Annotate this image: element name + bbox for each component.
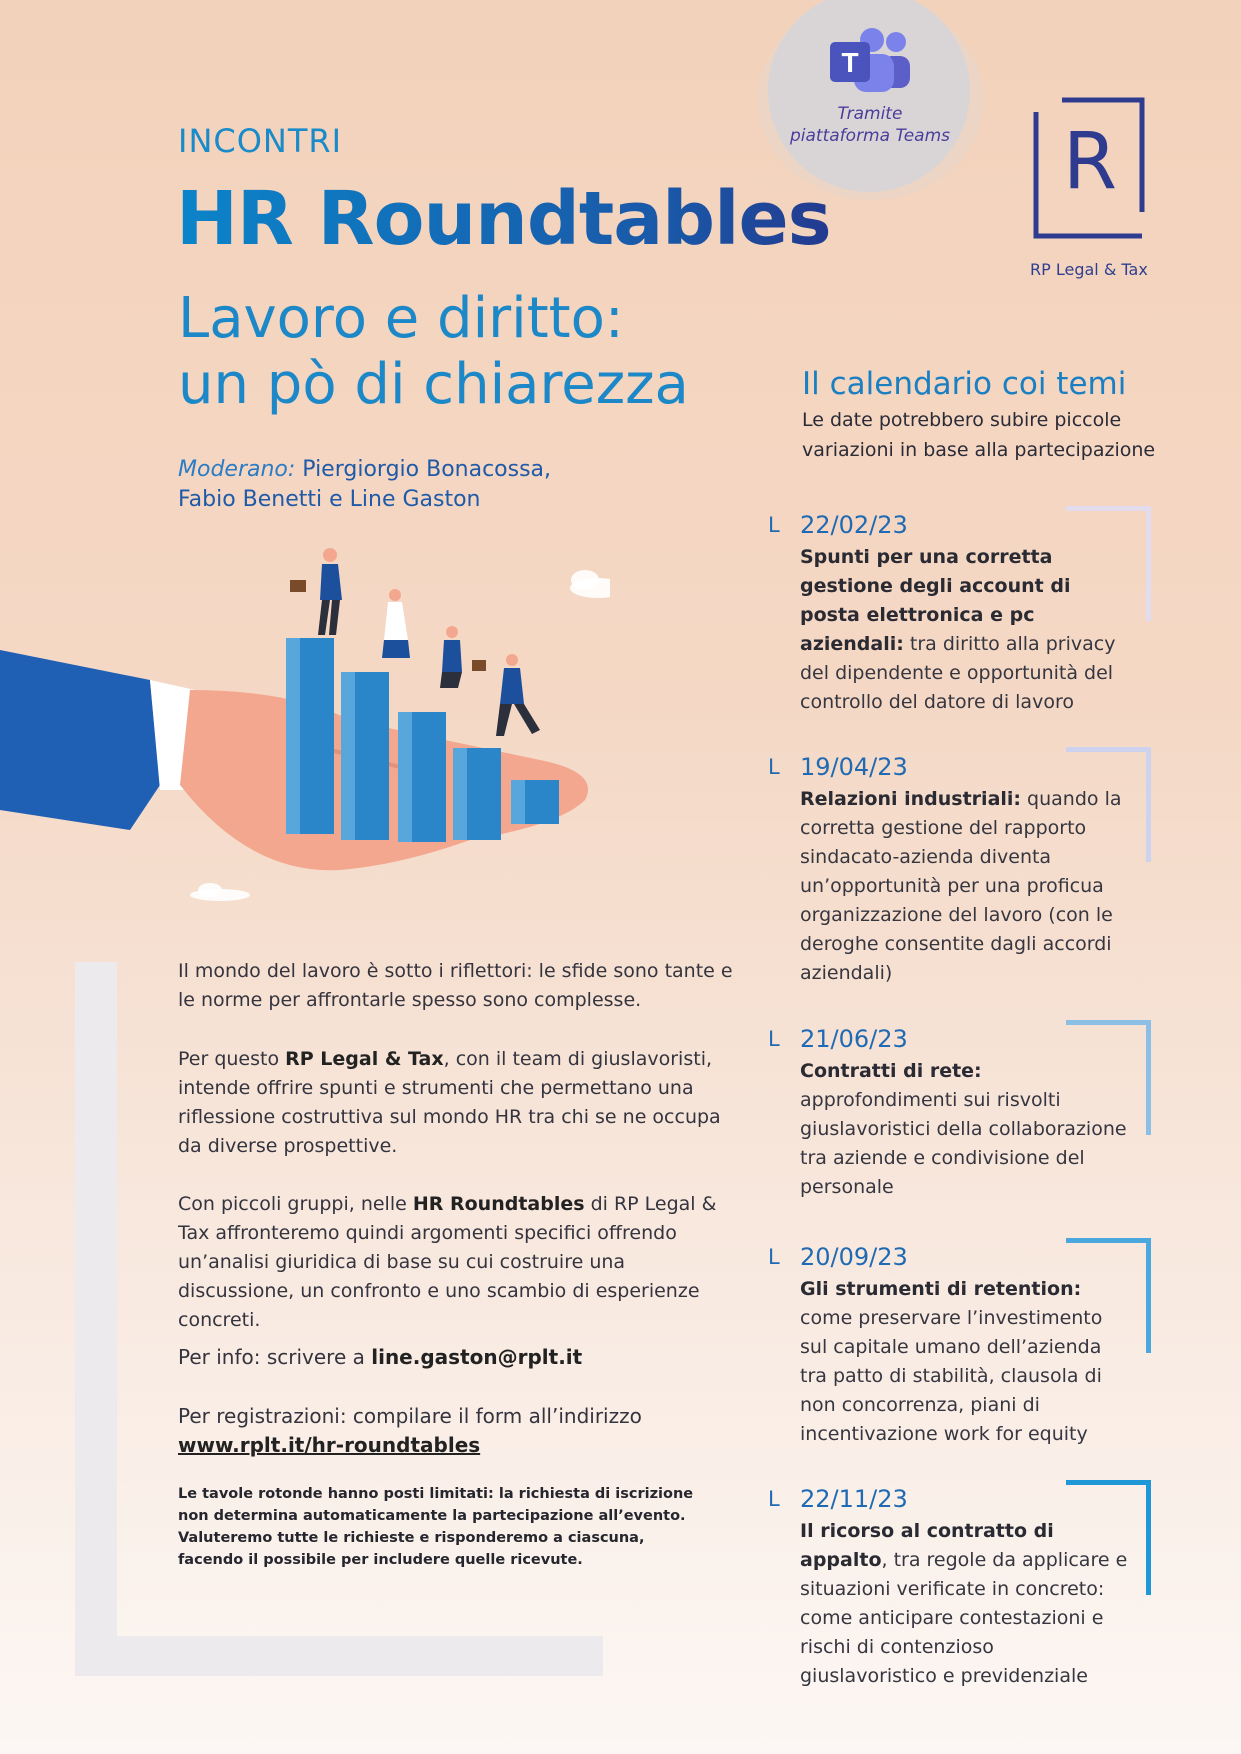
disclaimer: Le tavole rotonde hanno posti limitati: la richiesta di iscrizione non determina automaticamente la partecipazione all’evento. Valuteremo tutte le richieste e risponderemo a ciascuna, facendo il possibile per includere quelle ricevute.: [178, 1486, 694, 1568]
moderators-line-2: Fabio Benetti e Line Gaston: [178, 487, 481, 512]
hand-with-bar-chart-illustration: [0, 540, 610, 910]
event-name: HR Roundtables: [412, 1193, 585, 1215]
event-4-marker: L: [768, 1245, 780, 1269]
teams-icon: [826, 28, 912, 94]
logo-caption: RP Legal & Tax: [1030, 260, 1148, 279]
calendar-title: Il calendario coi temi: [802, 366, 1127, 402]
registration-url-link[interactable]: www.rplt.it/hr-roundtables: [178, 1433, 481, 1457]
event-5-marker: L: [768, 1487, 780, 1511]
subtitle-line-2: un pò di chiarezza: [178, 352, 689, 417]
purpose-paragraph: Per questo RP Legal & Tax, con il team di giuslavoristi, intende offrire spunti e strumenti che permettano una riflessione costruttiva sul mondo HR tra chi se ne occupa da diverse prospettive.: [178, 1048, 721, 1157]
event-1-description: Spunti per una corretta gestione degli account di posta elettronica e pc aziendali: tra diritto alla privacy del dipendente e opportunità del controllo del datore di lavoro: [800, 546, 1116, 713]
moderators-line-1: Piergiorgio Bonacossa,: [295, 457, 552, 482]
rp-logo: [1032, 96, 1146, 240]
event-4-description: Gli strumenti di retention: come preservare l’investimento sul capitale umano dell’azienda tra patto di stabilità, clausola di non concorrenza, piani di incentivazione work for equity: [800, 1278, 1103, 1445]
event-2-marker: L: [768, 755, 780, 779]
calendar-subtitle: Le date potrebbero subire piccole variazioni in base alla partecipazione: [802, 409, 1156, 461]
info-email-link[interactable]: line.gaston@rplt.it: [371, 1345, 583, 1369]
event-5-description: Il ricorso al contratto di appalto, tra regole da applicare e situazioni verificate in concreto: come anticipare contestazioni e rischi di contenzioso giuslavoristico e previdenziale: [800, 1520, 1128, 1687]
logo-letter: R: [1062, 117, 1118, 207]
intro-paragraph: Il mondo del lavoro è sotto i riflettori: le sfide sono tante e le norme per affrontarle spesso sono complesse.: [178, 960, 733, 1011]
event-2-description: Relazioni industriali: quando la corretta gestione del rapporto sindacato-azienda diventa un’opportunità per una proficua organizzazione del lavoro (con le deroghe consentite dagli accordi aziendali): [800, 788, 1122, 984]
event-1-date: 22/02/23: [800, 511, 908, 539]
page-title: HR Roundtables: [176, 176, 831, 262]
frame-vertical-bar: [75, 962, 117, 1676]
eyebrow-label: INCONTRI: [178, 122, 343, 160]
subtitle-line-1: Lavoro e diritto:: [178, 286, 624, 351]
event-3-marker: L: [768, 1027, 780, 1051]
registration-line: Per registrazioni: compilare il form all’indirizzo www.rplt.it/hr-roundtables: [178, 1404, 642, 1457]
event-1-marker: L: [768, 513, 780, 537]
format-paragraph: Con piccoli gruppi, nelle HR Roundtables di RP Legal & Tax affronteremo quindi argomenti specifici offrendo un’analisi giuridica di base su cui costruire una discussione, un confronto e uno scambio di esperienze concreti.: [178, 1193, 717, 1331]
frame-horizontal-bar: [75, 1636, 603, 1676]
moderators: [178, 455, 638, 515]
info-line: Per info: scrivere a line.gaston@rplt.it: [178, 1345, 583, 1369]
event-2-date: 19/04/23: [800, 753, 908, 781]
event-3-description: Contratti di rete: approfondimenti sui risvolti giuslavoristici della collaborazione tra aziende e condivisione del personale: [800, 1060, 1127, 1198]
event-4-date: 20/09/23: [800, 1243, 908, 1271]
event-3-date: 21/06/23: [800, 1025, 908, 1053]
company-name: RP Legal & Tax: [285, 1048, 444, 1070]
svg-text:T: T: [841, 47, 859, 78]
moderators-label: Moderano:: [178, 457, 296, 482]
teams-badge-text: Tramite piattaforma Teams: [790, 104, 951, 146]
event-5-date: 22/11/23: [800, 1485, 908, 1513]
